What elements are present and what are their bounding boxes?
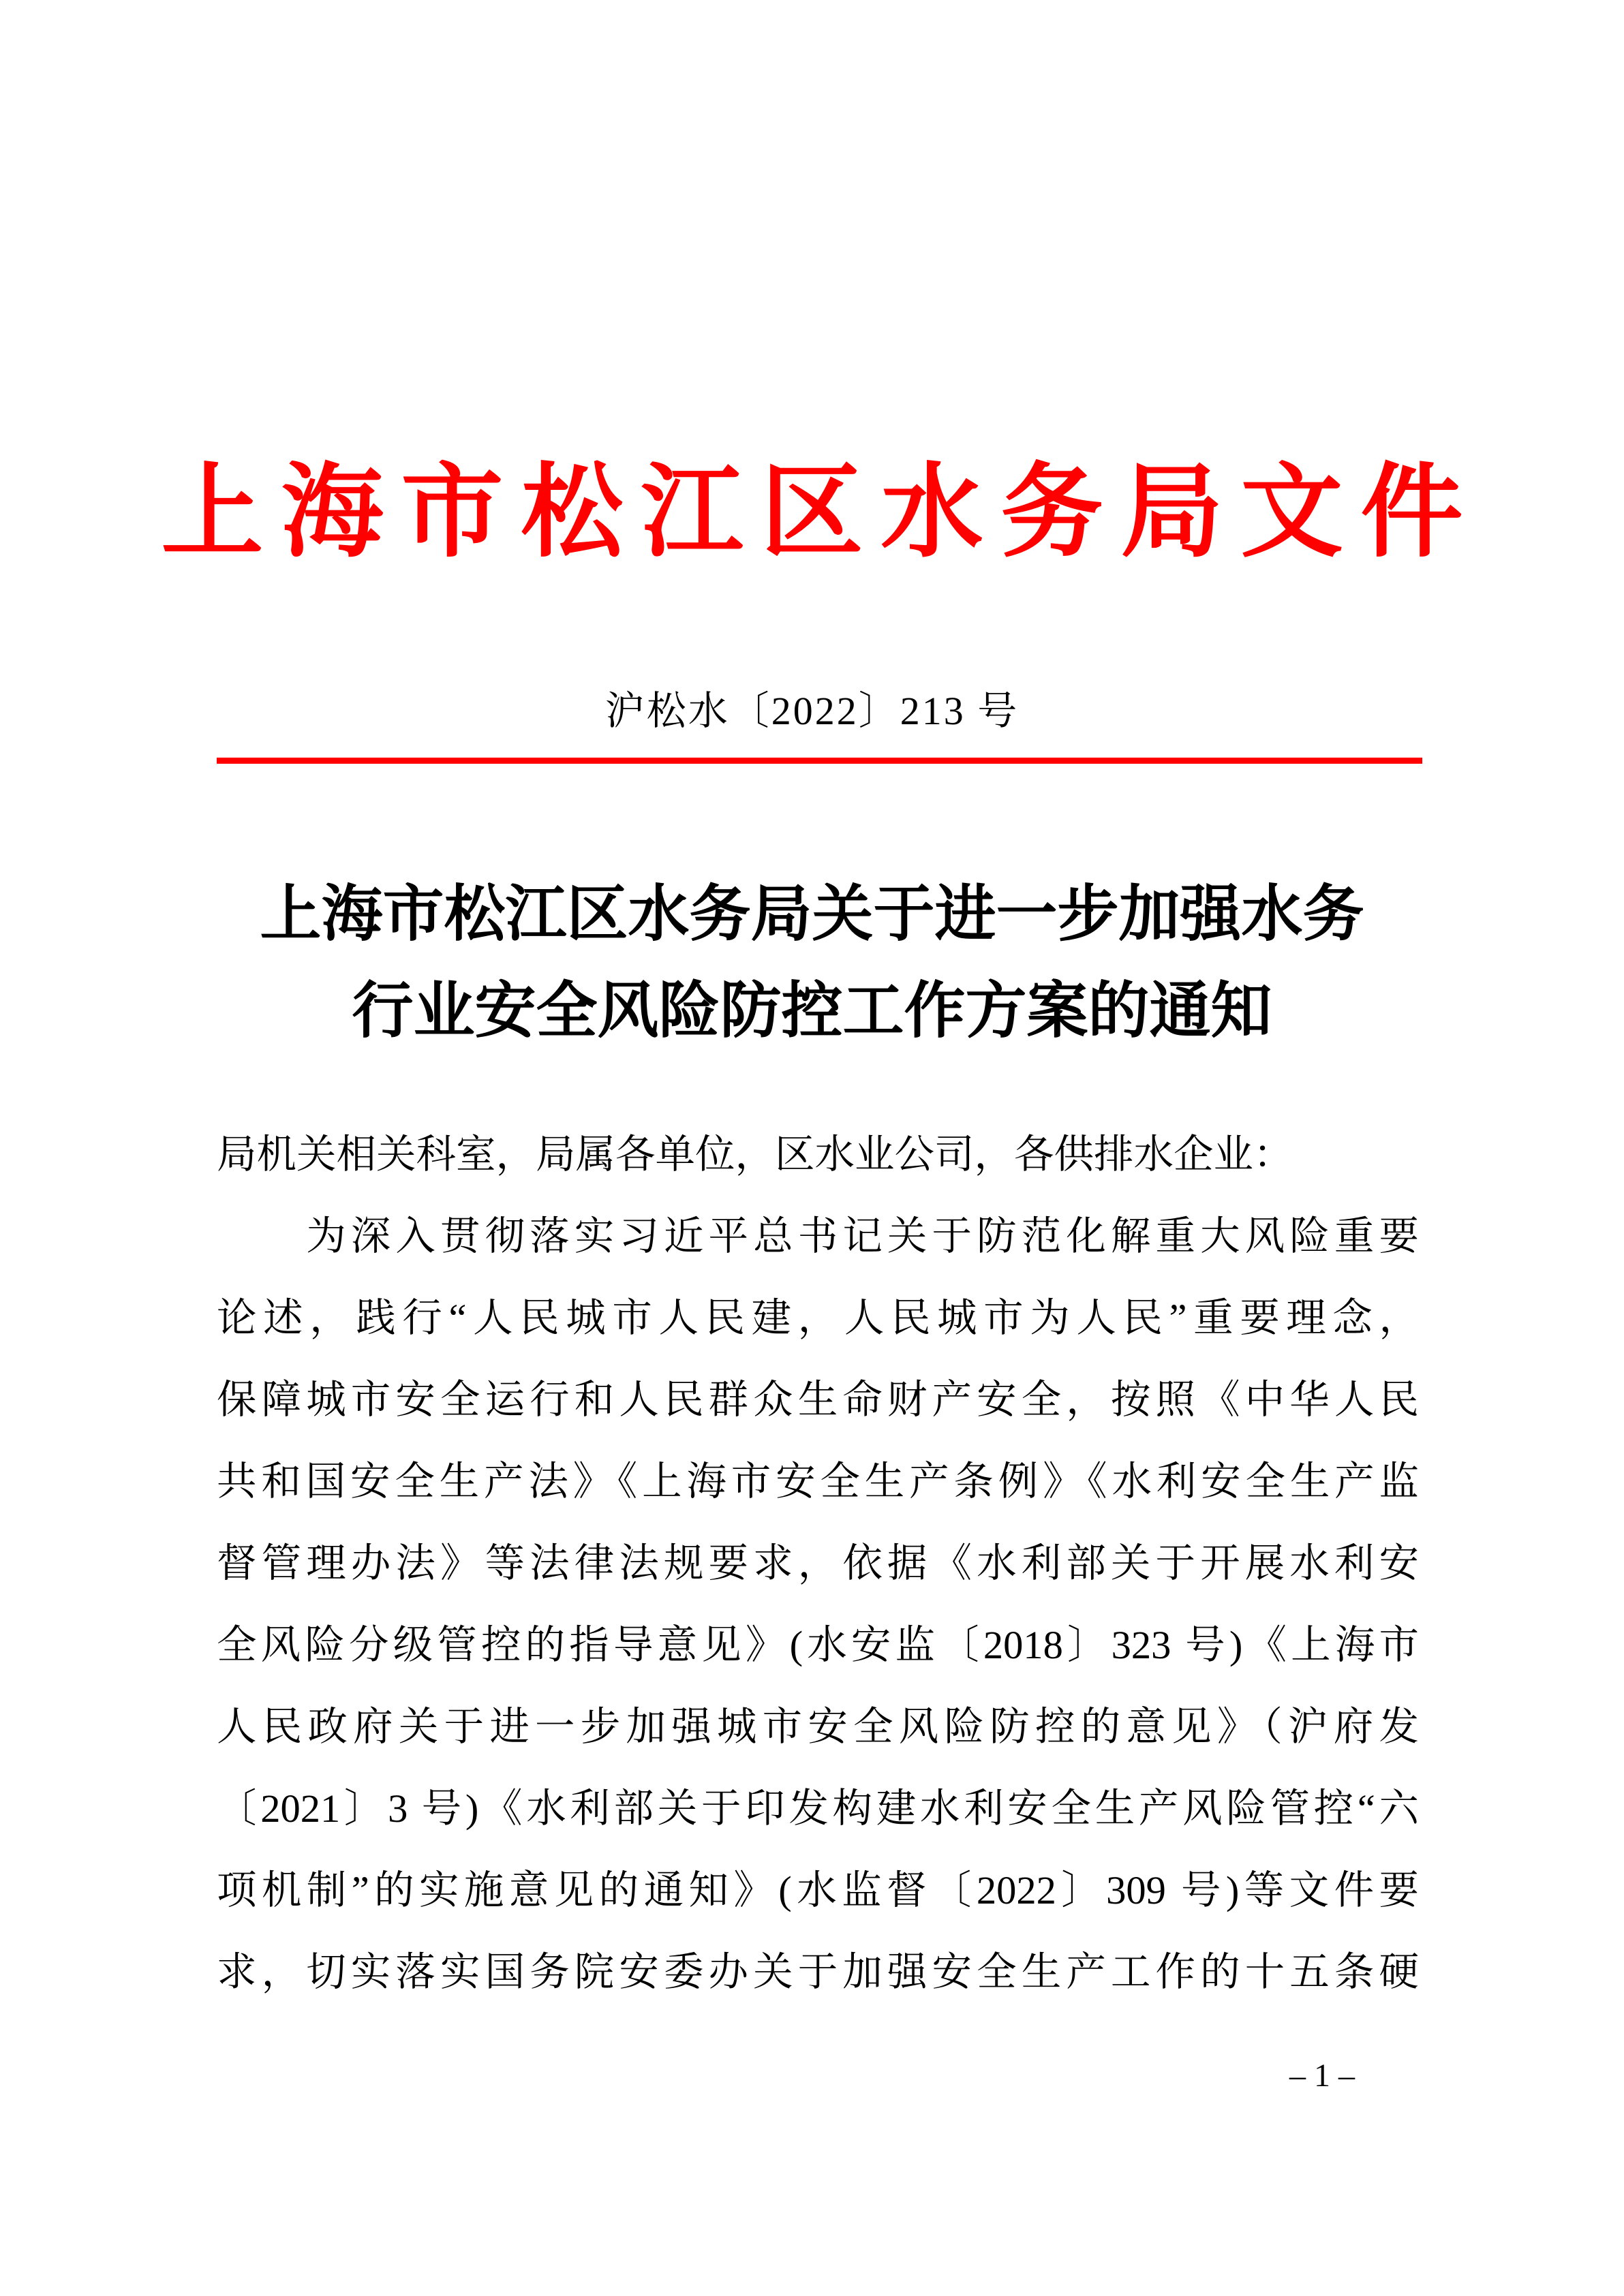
body-line: 全风险分级管控的指导意见》(水安监〔2018〕323 号)《上海市 — [217, 1623, 1419, 1667]
document-title — [0, 867, 1624, 1060]
document-title-line1: 上海市松江区水务局关于进一步加强水务 — [260, 881, 1364, 948]
red-divider-rule — [217, 758, 1422, 764]
body-line: 求，切实落实国务院安委办关于加强安全生产工作的十五条硬 — [217, 1950, 1419, 1994]
body-line: 保障城市安全运行和人民群众生命财产安全，按照《中华人民 — [217, 1378, 1419, 1422]
body-line: 督管理办法》等法律法规要求，依据《水利部关于开展水利安 — [217, 1541, 1419, 1585]
document-number: 沪松水〔2022〕213 号 — [604, 689, 1020, 733]
document-title-line2: 行业安全风险防控工作方案的通知 — [352, 978, 1272, 1045]
body-line: 共和国安全生产法》《上海市安全生产条例》《水利安全生产监 — [217, 1459, 1419, 1504]
body-line: 人民政府关于进一步加强城市安全风险防控的意见》（沪府发 — [217, 1705, 1419, 1749]
body-line: 为深入贯彻落实习近平总书记关于防范化解重大风险重要 — [217, 1214, 1419, 1258]
page-number: – 1 – — [1289, 2058, 1355, 2094]
body-paragraph — [217, 1114, 1419, 2013]
body-line: 项机制”的实施意见的通知》(水监督〔2022〕309 号)等文件要 — [217, 1868, 1419, 1912]
body-line: 〔2021〕3 号)《水利部关于印发构建水利安全生产风险管控“六 — [217, 1786, 1419, 1831]
body-line: 局机关相关科室，局属各单位，区水业公司，各供排水企业： — [217, 1132, 1293, 1177]
agency-title: 上海市松江区水务局文件 — [161, 456, 1481, 570]
body-line: 论述，践行“人民城市人民建，人民城市为人民”重要理念， — [217, 1296, 1419, 1340]
